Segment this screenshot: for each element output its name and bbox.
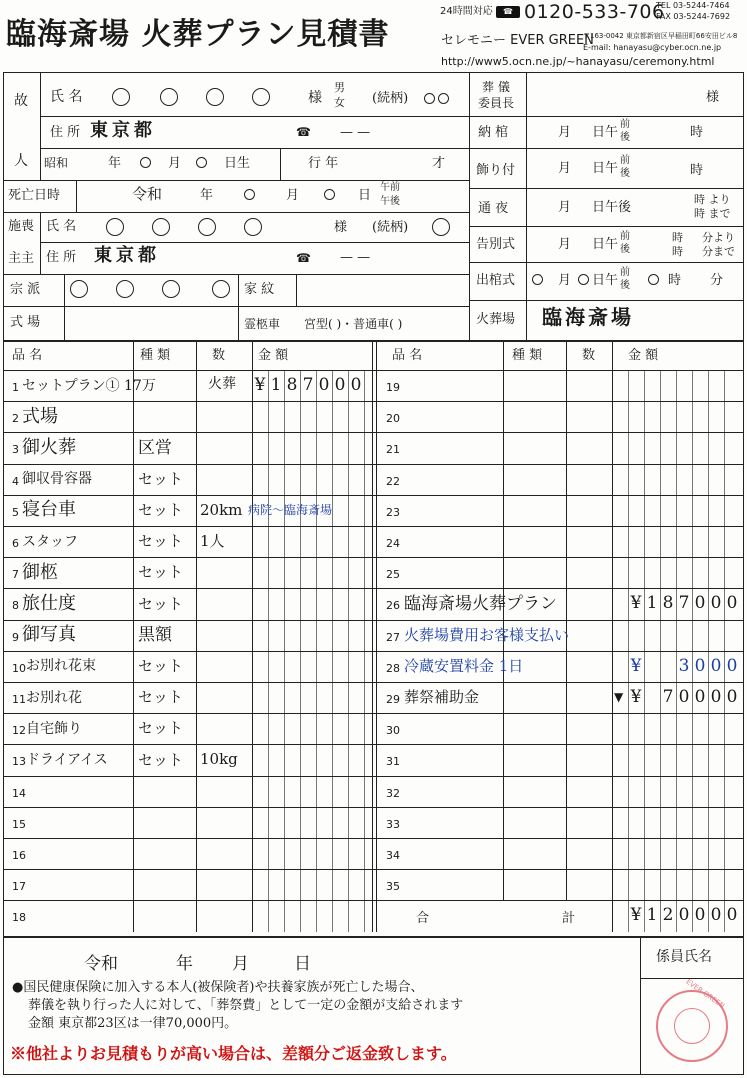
company-url[interactable]: http://www5.ocn.ne.jp/~hanayasu/ceremony.html — [441, 55, 715, 68]
item-name: セットプラン① 17万 — [22, 377, 156, 394]
death-day: 日 — [358, 188, 372, 203]
departure-pm[interactable]: 後 — [620, 280, 630, 291]
name-char-box[interactable] — [160, 88, 178, 106]
relation-box[interactable] — [438, 93, 449, 104]
death-era: 令和 — [132, 185, 163, 203]
item-type: セット — [138, 688, 184, 707]
row-number: 33 — [386, 817, 400, 831]
departure-hour-box[interactable] — [648, 274, 659, 285]
amount-digit: 0 — [678, 687, 690, 707]
grid-line — [3, 713, 744, 714]
item-type: セット — [138, 469, 184, 488]
amount-digit: 1 — [270, 375, 282, 395]
death-year-box[interactable] — [244, 189, 255, 200]
row-number: 27 — [386, 630, 400, 644]
amount-digit: 7 — [302, 375, 314, 395]
row-number: 32 — [386, 786, 400, 800]
religion-label: 宗 派 — [10, 282, 41, 297]
amount-digit: 0 — [318, 375, 330, 395]
row-number: 17 — [12, 880, 26, 894]
mourner-name-box[interactable] — [198, 218, 216, 236]
death-month: 月 — [286, 188, 300, 203]
row-number: 10 — [12, 661, 26, 675]
grid-line — [3, 744, 744, 745]
row-number: 25 — [386, 568, 400, 582]
item-name: 火葬場費用お客様支払い — [404, 625, 570, 644]
amount-digit: 0 — [694, 655, 706, 676]
farewell-min-from: 分より — [702, 231, 735, 244]
row-number: 11 — [12, 693, 26, 706]
address-value[interactable]: 東京都 — [90, 120, 156, 141]
name-label: 氏 名 — [50, 89, 83, 105]
coffin-day: 日午 — [592, 125, 619, 140]
age-label: 行 年 — [308, 156, 339, 171]
item-type: 火葬 — [208, 376, 236, 393]
row-number: 30 — [386, 724, 400, 738]
header-amount-left: 金 額 — [258, 348, 289, 363]
header-type-left: 種 類 — [140, 348, 171, 363]
amount-digit: 7 — [678, 593, 690, 614]
item-type: セット — [138, 656, 184, 675]
relation-label: (続柄) — [372, 91, 409, 106]
departure-label: 出棺式 — [476, 273, 516, 288]
coffin-am[interactable]: 前 — [620, 119, 630, 130]
amount-digit: 1 — [646, 593, 658, 614]
mourner-name-box[interactable] — [152, 218, 170, 236]
tel-number: TEL 03-5244-7464 — [656, 1, 730, 10]
mourner-phone-icon: ☎ — [296, 251, 311, 265]
deceased-label-2: 人 — [14, 153, 28, 169]
row-number: 1 — [12, 381, 19, 394]
grid-line — [3, 900, 744, 901]
farewell-hour-1: 時 — [672, 231, 683, 244]
decoration-am[interactable]: 前 — [620, 155, 630, 166]
item-type: セット — [138, 750, 184, 769]
amount-digit: ¥ — [630, 687, 642, 707]
header-amount-right: 金 額 — [628, 348, 659, 363]
amount-digit: 7 — [662, 687, 674, 707]
date-month: 月 — [232, 954, 249, 974]
date-era: 令和 — [84, 954, 118, 974]
farewell-min-to: 分まで — [702, 245, 735, 258]
amount-digit: 0 — [726, 593, 738, 614]
item-note: 病院～臨海斎場 — [248, 502, 333, 517]
grid-line — [252, 340, 253, 932]
amount-digit: 0 — [726, 655, 738, 676]
total-digit: 0 — [678, 905, 690, 926]
item-qty: 1人 — [200, 532, 225, 550]
item-type: セット — [138, 500, 184, 519]
departure-month-box[interactable] — [532, 274, 543, 285]
crematorium-label: 火葬場 — [476, 312, 516, 327]
row-number: 5 — [12, 505, 19, 519]
birth-month: 月 — [168, 156, 182, 171]
item-qty: 20km — [200, 500, 243, 519]
staff-name-label: 係員氏名 — [656, 949, 712, 965]
row-number: 28 — [386, 661, 400, 675]
decoration-label: 飾り付 — [476, 163, 516, 178]
mourner-honorific: 様 — [334, 220, 348, 235]
fax-number: FAX 03-5244-7692 — [656, 12, 731, 21]
freedial-number: 0120-533-706 — [524, 1, 665, 23]
grid-line — [372, 340, 373, 932]
amount-digit: 0 — [710, 687, 722, 707]
deduction-marker: ▼ — [614, 690, 624, 704]
name-char-box[interactable] — [206, 88, 224, 106]
wake-day: 日午後 — [592, 200, 632, 215]
mourner-label-1: 施喪 — [8, 219, 35, 234]
birth-era: 昭和 — [44, 156, 69, 170]
mourner-address-value[interactable]: 東京都 — [94, 245, 160, 266]
grid-line — [3, 495, 744, 496]
amount-digit: 0 — [710, 655, 722, 676]
mourner-name-box[interactable] — [106, 218, 124, 236]
date-year: 年 — [176, 954, 193, 974]
row-number: 12 — [12, 724, 26, 738]
decoration-day: 日午 — [592, 161, 619, 176]
grid-line — [3, 776, 744, 777]
decoration-month: 月 — [558, 161, 572, 176]
row-number: 19 — [386, 381, 400, 394]
religion-box[interactable] — [116, 280, 134, 298]
departure-minute: 分 — [710, 273, 724, 288]
item-name: 御収骨容器 — [22, 471, 92, 488]
honorific: 様 — [308, 90, 322, 106]
total-digit: 2 — [662, 905, 674, 926]
row-number: 15 — [12, 817, 26, 831]
row-number: 34 — [386, 849, 400, 862]
relation-box[interactable] — [424, 93, 435, 104]
row-number: 16 — [12, 849, 26, 862]
row-number: 22 — [386, 474, 400, 488]
mourner-phone-field[interactable]: — — — [340, 250, 371, 265]
item-name: 式場 — [22, 405, 58, 427]
wake-from: 時 より — [694, 193, 731, 206]
item-name: 御柩 — [22, 561, 58, 583]
address-label: 住 所 — [50, 125, 81, 140]
row-number: 14 — [12, 786, 26, 800]
row-number: 23 — [386, 505, 400, 519]
grid-line — [196, 340, 197, 932]
grid-line — [376, 340, 377, 932]
name-char-box[interactable] — [252, 88, 270, 106]
row-number: 20 — [386, 412, 400, 426]
item-type: セット — [138, 594, 184, 613]
committee-label-1: 葬 儀 — [482, 80, 510, 94]
item-name: 寝台車 — [22, 499, 76, 521]
row-number: 31 — [386, 755, 400, 769]
subsidy-note-1: ●国民健康保険に加入する本人(被保険者)や扶養家族が死亡した場合、 — [12, 980, 424, 995]
row-number: 8 — [12, 599, 19, 613]
mourner-name-box[interactable] — [244, 218, 262, 236]
religion-box[interactable] — [162, 280, 180, 298]
amount-digit: 0 — [694, 593, 706, 614]
amount-digit: 0 — [334, 375, 346, 395]
row-number: 4 — [12, 474, 19, 488]
phone-field[interactable]: — — — [340, 125, 371, 140]
row-number: 35 — [386, 880, 400, 894]
farewell-day: 日午 — [592, 237, 619, 252]
subsidy-note-2: 葬儀を執り行った人に対して、「葬祭費」として一定の金額が支給されます — [28, 998, 464, 1013]
farewell-month: 月 — [558, 237, 572, 252]
grid-line — [3, 620, 744, 621]
row-number: 7 — [12, 568, 19, 582]
header-qty-right: 数 — [582, 348, 596, 363]
wake-to: 時 まで — [694, 207, 731, 220]
company-name: セレモニー EVER GREEN — [441, 33, 594, 48]
gender-female[interactable]: 女 — [334, 96, 345, 109]
birth-month-box[interactable] — [196, 157, 207, 168]
refund-warning: ※他社よりお見積もりが高い場合は、差額分ご返金致します。 — [10, 1044, 457, 1063]
wake-month: 月 — [558, 200, 572, 215]
coffin-hour: 時 — [690, 125, 704, 140]
phone-icon: ☎ — [296, 125, 311, 139]
wake-label: 通 夜 — [478, 201, 509, 216]
item-name: 冷蔵安置料金 1日 — [404, 656, 524, 675]
committee-label-2: 委員長 — [478, 96, 515, 110]
company-seal-icon — [656, 977, 728, 1062]
item-name: お別れ花 — [26, 689, 82, 706]
grid-line — [3, 432, 744, 433]
farewell-hour-2: 時 — [672, 245, 683, 258]
row-number: 3 — [12, 443, 19, 457]
coffin-pm[interactable]: 後 — [620, 132, 630, 143]
farewell-pm[interactable]: 後 — [620, 244, 630, 255]
total-digit: 1 — [646, 905, 658, 926]
item-name: 御火葬 — [22, 437, 76, 458]
grid-line — [612, 900, 613, 931]
religion-box[interactable] — [70, 280, 88, 298]
age-unit: 才 — [432, 156, 446, 171]
amount-digit: ¥ — [630, 655, 642, 676]
death-am[interactable]: 午前 — [380, 182, 400, 193]
decoration-hour: 時 — [690, 163, 704, 178]
deceased-label-1: 故 — [14, 93, 28, 109]
row-number: 6 — [12, 537, 19, 550]
coffin-month: 月 — [558, 125, 572, 140]
coffin-label: 納 棺 — [478, 125, 509, 140]
item-name: 旅仕度 — [22, 593, 76, 614]
item-type: セット — [138, 563, 184, 582]
farewell-am[interactable]: 前 — [620, 231, 630, 242]
item-type: セット — [138, 719, 184, 738]
seal-text: EVER GREEN — [684, 977, 726, 1011]
total-digit: 0 — [694, 905, 706, 926]
header-name-left: 品 名 — [12, 348, 43, 363]
item-type: セット — [138, 532, 184, 551]
row-number: 9 — [12, 630, 19, 644]
item-name: 葬祭補助金 — [404, 688, 480, 707]
committee-honorific: 様 — [706, 90, 720, 105]
total-digit: 0 — [726, 905, 738, 926]
item-qty: 10kg — [200, 750, 238, 769]
amount-digit: 0 — [710, 593, 722, 614]
item-name: 御写真 — [22, 624, 76, 646]
header-name-right: 品 名 — [392, 348, 423, 363]
mourner-address-label: 住 所 — [46, 250, 77, 265]
venue-label: 式 場 — [10, 315, 41, 330]
hearse-label: 霊柩車 — [244, 317, 281, 331]
grid-line — [3, 370, 744, 371]
company-address: 〒163-0042 東京都新宿区早稲田町66安田ビル8 — [583, 32, 738, 40]
total-label-left: 合 — [416, 911, 430, 926]
grid-line — [3, 807, 744, 808]
death-year: 年 — [200, 188, 214, 203]
gender-male[interactable]: 男 — [334, 81, 345, 94]
freedial-icon: ☎ — [496, 6, 520, 18]
grid-line — [3, 869, 744, 870]
amount-digit: ¥ — [254, 375, 266, 395]
departure-day: 日午 — [592, 273, 619, 288]
company-email: E-mail: hanayasu@cyber.ocn.ne.jp — [583, 43, 722, 52]
hearse-options[interactable]: 宮型( )・普通車( ) — [304, 317, 403, 331]
item-name: スタッフ — [22, 533, 78, 550]
total-digit: ¥ — [630, 905, 642, 926]
item-name: 自宅飾り — [26, 720, 82, 737]
total-digit: 0 — [710, 905, 722, 926]
row-number: 18 — [12, 911, 26, 925]
grid-line — [133, 340, 134, 932]
mourner-label-2: 主主 — [8, 251, 35, 266]
farewell-label: 告別式 — [476, 237, 516, 252]
header-qty-left: 数 — [212, 348, 226, 363]
grid-line — [3, 557, 744, 558]
grid-line — [3, 526, 744, 527]
religion-box[interactable] — [212, 280, 230, 298]
mourner-relation-box[interactable] — [432, 218, 450, 236]
document-title: 臨海斎場 火葬プラン見積書 — [6, 17, 390, 52]
crematorium-value[interactable]: 臨海斎場 — [542, 305, 634, 329]
amount-digit: 0 — [726, 687, 738, 707]
death-label: 死亡日時 — [8, 188, 61, 203]
departure-day-box[interactable] — [578, 274, 589, 285]
total-label-right: 計 — [562, 911, 576, 926]
grid-line — [3, 401, 744, 402]
row-number: 2 — [12, 412, 19, 426]
departure-am[interactable]: 前 — [620, 267, 630, 278]
item-type: 黒額 — [138, 624, 172, 645]
grid-line — [3, 588, 744, 589]
name-char-box[interactable] — [112, 88, 130, 106]
amount-digit: 0 — [694, 687, 706, 707]
birth-day: 日生 — [224, 156, 251, 171]
amount-digit: ¥ — [630, 593, 642, 614]
row-number: 24 — [386, 537, 400, 550]
decoration-pm[interactable]: 後 — [620, 168, 630, 179]
mourner-name-label: 氏 名 — [46, 219, 77, 234]
hours-label: 24時間対応 — [440, 6, 493, 17]
amount-digit: 8 — [662, 593, 674, 614]
item-type: 区営 — [138, 437, 172, 458]
mourner-relation-label: (続柄) — [372, 220, 409, 235]
amount-digit: 3 — [678, 655, 690, 676]
row-number: 29 — [386, 693, 400, 706]
row-number: 26 — [386, 599, 400, 613]
item-name: 臨海斎場火葬プラン — [404, 593, 557, 614]
row-number: 21 — [386, 443, 400, 457]
amount-digit: 0 — [350, 375, 362, 395]
header-type-right: 種 類 — [512, 348, 543, 363]
grid-line — [3, 682, 744, 683]
death-month-box[interactable] — [324, 189, 335, 200]
amount-digit: 8 — [286, 375, 298, 395]
date-day: 日 — [294, 954, 311, 974]
grid-line — [3, 651, 744, 652]
grid-line — [3, 838, 744, 839]
birth-year-box[interactable] — [140, 157, 151, 168]
row-number: 13 — [12, 755, 26, 769]
grid-line — [3, 464, 744, 465]
birth-year: 年 — [108, 156, 122, 171]
departure-hour: 時 — [668, 273, 682, 288]
item-name: ドライアイス — [26, 752, 108, 768]
departure-month: 月 — [558, 273, 572, 288]
crest-label: 家 紋 — [244, 282, 275, 297]
death-pm[interactable]: 午後 — [380, 196, 400, 207]
item-name: お別れ花束 — [26, 658, 96, 675]
subsidy-note-3: 金額 東京都23区は一律70,000円。 — [28, 1016, 238, 1031]
